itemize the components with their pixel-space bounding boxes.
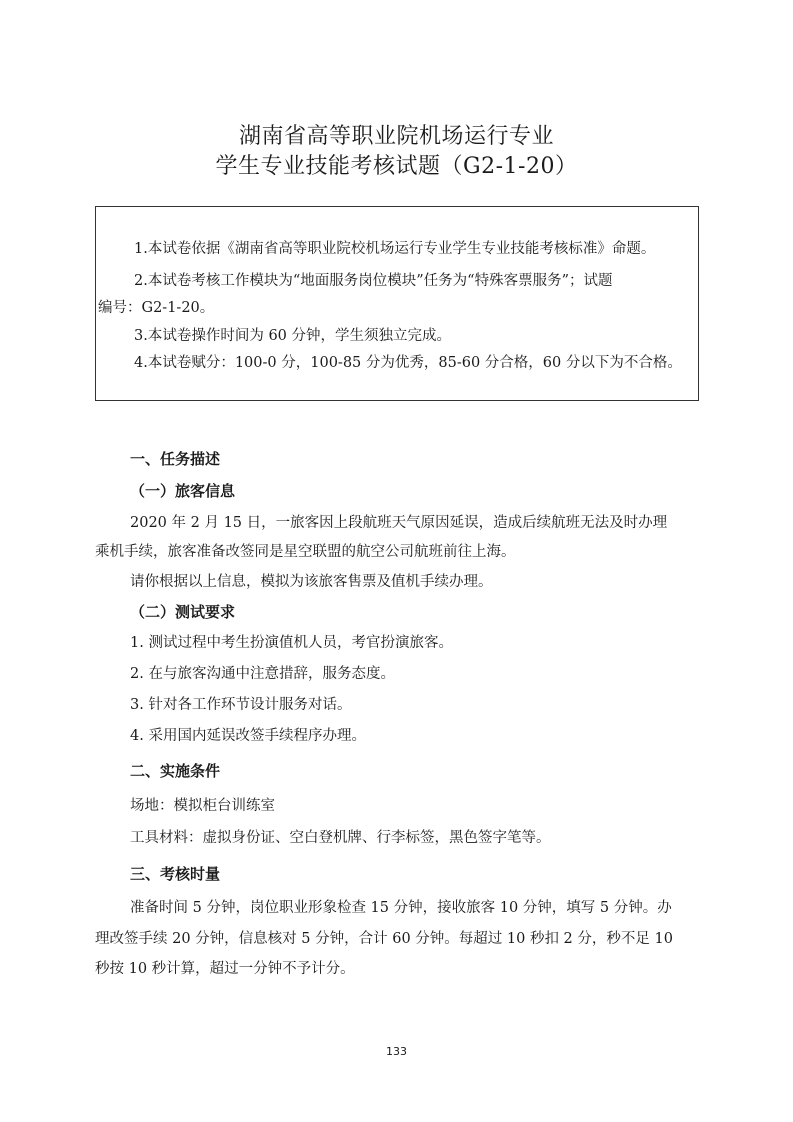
document-title-line1: 湖南省高等职业院机场运行专业	[238, 124, 554, 149]
conditions-tools: 工具材料：虚拟身份证、空白登机牌、行李标签，黑色签字笔等。	[130, 830, 551, 846]
subsection-heading-passenger-info: （一）旅客信息	[130, 482, 236, 500]
requirement-item-2: 2. 在与旅客沟通中注意措辞，服务态度。	[130, 666, 395, 682]
duration-line1: 准备时间 5 分钟，岗位职业形象检查 15 分钟，接收旅客 10 分钟，填写 5 分钟。办	[130, 900, 672, 916]
passenger-info-para-line1: 2020 年 2 月 15 日，一旅客因上段航班天气原因延误，造成后续航班无法及时办理	[130, 515, 668, 531]
requirement-item-1: 1. 测试过程中考生扮演值机人员，考官扮演旅客。	[130, 635, 453, 651]
requirement-item-4: 4. 采用国内延误改签手续程序办理。	[130, 728, 366, 744]
notice-box	[95, 206, 699, 401]
duration-line2: 理改签手续 20 分钟，信息核对 5 分钟，合计 60 分钟。每超过 10 秒扣 2 分，秒不足 10	[95, 931, 673, 947]
passenger-info-para-2: 请你根据以上信息，模拟为该旅客售票及值机手续办理。	[130, 574, 493, 590]
requirement-item-3: 3. 针对各工作环节设计服务对话。	[130, 697, 352, 713]
section-heading-conditions: 二、实施条件	[130, 762, 221, 780]
section-heading-task: 一、任务描述	[130, 450, 221, 468]
notice-item-1: 1.本试卷依据《湖南省高等职业院校机场运行专业学生专业技能考核标准》命题。	[134, 241, 656, 257]
passenger-info-para-line2: 乘机手续，旅客准备改签同是星空联盟的航空公司航班前往上海。	[95, 544, 516, 560]
subsection-heading-test-requirements: （二）测试要求	[130, 603, 236, 621]
conditions-venue: 场地：模拟柜台训练室	[130, 798, 275, 814]
notice-item-2-cont: 编号：G2-1-20。	[98, 300, 215, 316]
notice-item-2: 2.本试卷考核工作模块为“地面服务岗位模块”任务为“特殊客票服务”；试题	[134, 273, 613, 289]
notice-item-4: 4.本试卷赋分：100-0 分，100-85 分为优秀，85-60 分合格，60 分以下为不合格。	[134, 355, 682, 371]
document-title-line2: 学生专业技能考核试题（G2-1-20）	[215, 154, 578, 179]
page-number: 133	[386, 1045, 407, 1058]
section-heading-duration: 三、考核时量	[130, 865, 221, 883]
notice-item-3: 3.本试卷操作时间为 60 分钟，学生须独立完成。	[134, 328, 452, 344]
duration-line3: 秒按 10 秒计算，超过一分钟不予计分。	[95, 961, 355, 977]
